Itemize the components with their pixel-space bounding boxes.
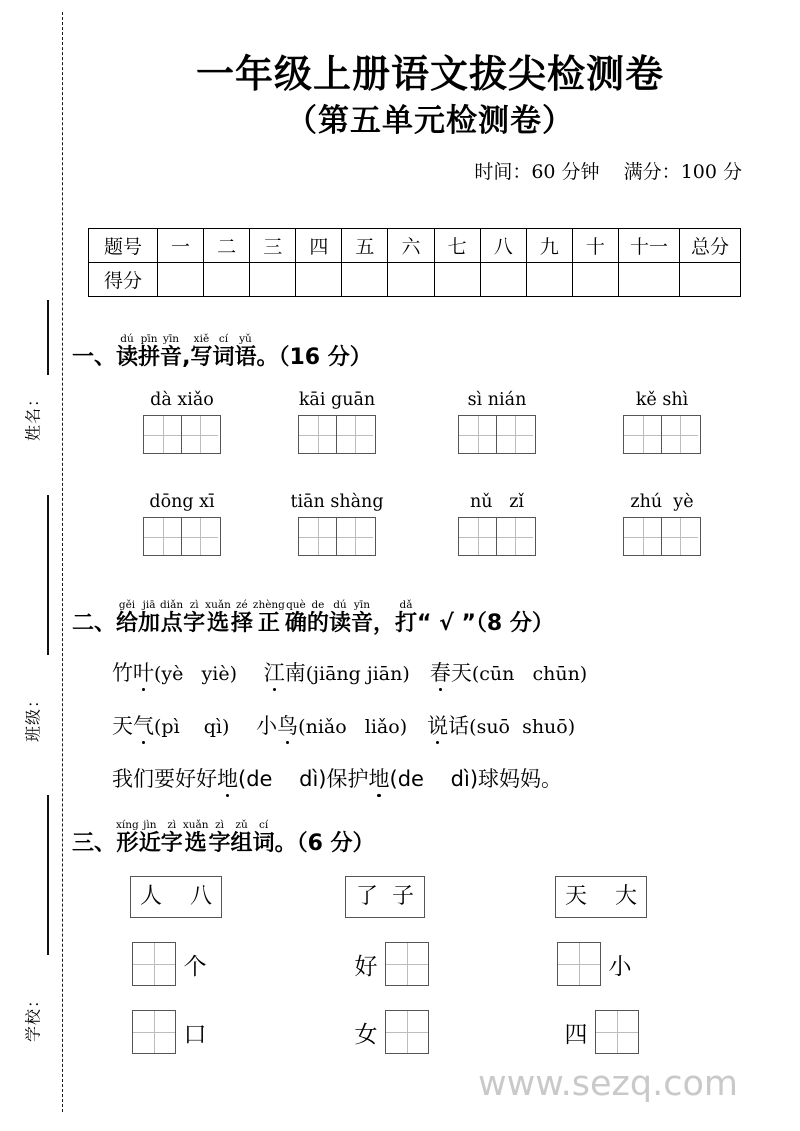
sentence-text: (de dì)球妈妈。 [389, 767, 563, 791]
section-1-heading-text [72, 334, 782, 370]
pinyin-annotation: zì [215, 819, 224, 831]
table-col-6: 六 [388, 229, 434, 263]
answer-grid[interactable] [623, 415, 700, 454]
table-col-10: 十 [572, 229, 618, 263]
pinyin-annotation: zé [236, 599, 248, 611]
answer-grid[interactable] [595, 1010, 639, 1054]
section-2-ruby-3 [183, 600, 205, 636]
dotted-char: 鸟 [277, 714, 299, 738]
write-word-item [262, 492, 412, 556]
spacer [237, 661, 264, 685]
character-choice-box[interactable]: 人 八 [130, 876, 222, 918]
section-2-ruby-7 [285, 600, 307, 636]
word-char: 天 [112, 714, 133, 738]
table-col-total: 总分 [680, 229, 741, 263]
section-3-ruby-5 [231, 820, 253, 856]
score-table-container [88, 228, 741, 297]
section-3-number: 三、 [72, 831, 117, 856]
score-cell-7[interactable] [434, 263, 480, 297]
spacer [407, 714, 427, 738]
section-3-ruby-0 [116, 820, 139, 856]
margin-rule-name [47, 300, 49, 375]
answer-grid[interactable] [458, 517, 535, 556]
answer-grid[interactable] [458, 415, 535, 454]
given-char: 口 [183, 1021, 207, 1048]
section-1-ruby-1 [138, 334, 160, 370]
grid-cell[interactable] [144, 518, 181, 555]
section-3-ruby-1 [139, 820, 161, 856]
margin-label-class: 班级： [23, 691, 43, 743]
answer-grid-wrapper [422, 415, 572, 454]
section-2-ruby-9 [329, 600, 351, 636]
word-char: 天 [450, 661, 472, 685]
section-1-ruby-4 [190, 334, 212, 370]
pinyin-annotation: cí [258, 819, 269, 831]
pronunciation-choice-item [112, 661, 237, 685]
word-pinyin: zhú yè [630, 492, 694, 512]
grid-cell[interactable] [596, 1011, 638, 1053]
answer-grid[interactable] [132, 1010, 176, 1054]
word-char: 话 [448, 714, 470, 738]
section-2-ruby-2 [160, 600, 183, 636]
fill-blank-unit [347, 1010, 429, 1054]
heading-char: 形 [116, 831, 139, 856]
grid-cell[interactable] [133, 943, 175, 985]
pinyin-annotation: xíng [116, 819, 139, 831]
character-choice-box[interactable]: 了 子 [345, 876, 425, 918]
section-2-heading-text [72, 600, 782, 636]
write-word-item [587, 390, 737, 454]
heading-char: 字 [160, 831, 183, 856]
write-word-item [107, 492, 257, 556]
pronunciation-choice-item [264, 661, 410, 685]
score-cell-6[interactable] [388, 263, 434, 297]
answer-grid[interactable] [143, 415, 220, 454]
word-pinyin: nǔ zǐ [469, 492, 525, 512]
table-row-headers [89, 229, 741, 263]
pinyin-annotation: jiā [142, 599, 156, 611]
character-choice-box[interactable]: 天 大 [555, 876, 647, 918]
dotted-char: 春 [429, 661, 451, 685]
section-2-points: “ √ ”（8 分） [417, 611, 554, 636]
score-cell-1[interactable] [158, 263, 204, 297]
answer-grid-wrapper [107, 517, 257, 556]
grid-cell[interactable] [299, 518, 336, 555]
grid-cell[interactable] [181, 518, 218, 555]
dotted-char: 地 [368, 767, 390, 791]
score-cell-4[interactable] [296, 263, 342, 297]
section-1-ruby-2 [160, 334, 182, 370]
pronunciation-options[interactable]: (pì qì) [154, 716, 230, 738]
score-cell-5[interactable] [342, 263, 388, 297]
grid-cell[interactable] [496, 416, 533, 453]
fill-blank-unit [132, 942, 214, 986]
section-2-line-1 [112, 659, 587, 688]
margin-label-school: 学校： [23, 991, 43, 1043]
grid-cell[interactable] [336, 518, 373, 555]
heading-char: 音 [160, 345, 183, 370]
margin-dashed-line [62, 12, 63, 1112]
sentence-text: (de dì)保护 [238, 767, 369, 791]
heading-char: 加 [138, 611, 161, 636]
word-pinyin: sì nián [467, 390, 527, 410]
heading-char: 的 [306, 611, 329, 636]
table-col-9: 九 [526, 229, 572, 263]
word-char: 小 [256, 714, 278, 738]
grid-cell[interactable] [459, 518, 496, 555]
section-2-line-2 [112, 712, 575, 741]
margin-rule-class [47, 495, 49, 655]
given-char: 个 [183, 953, 207, 980]
heading-char: 写 [190, 345, 213, 370]
spacer [410, 661, 430, 685]
word-char: 竹 [112, 661, 133, 685]
heading-char: 确 [284, 611, 307, 636]
pinyin-annotation [182, 334, 190, 345]
section-2-sentence [112, 765, 562, 793]
pinyin-annotation: jìn [143, 819, 157, 831]
pronunciation-choice-item [256, 714, 407, 738]
margin-rule-school [47, 795, 49, 955]
section-2-heading [72, 600, 782, 636]
pinyin-annotation: yīn [163, 333, 180, 345]
heading-char: 近 [138, 831, 161, 856]
pinyin-annotation: dú [120, 333, 134, 345]
watermark: www.sezq.com [478, 1064, 739, 1104]
section-2-ruby-5 [231, 600, 253, 636]
answer-grid-wrapper [262, 415, 412, 454]
section-1-ruby-6 [234, 334, 256, 370]
section-2-ruby-6 [253, 600, 285, 636]
grid-cell[interactable] [459, 416, 496, 453]
table-col-4: 四 [296, 229, 342, 263]
section-2-ruby-12 [395, 600, 417, 636]
pinyin-annotation: zǔ [235, 819, 248, 831]
heading-char: 读 [328, 611, 351, 636]
section-3-ruby-3 [183, 820, 209, 856]
answer-grid[interactable] [623, 517, 700, 556]
section-2-ruby-1 [138, 600, 160, 636]
section-1-number: 一、 [72, 345, 117, 370]
section-1-ruby-5 [212, 334, 234, 370]
score-cell-11[interactable] [619, 263, 680, 297]
grid-cell[interactable] [144, 416, 181, 453]
fill-blank-unit [347, 942, 429, 986]
section-3-ruby-2 [161, 820, 183, 856]
heading-char: ， [372, 611, 395, 636]
section-1-points: 。（16 分） [256, 345, 372, 370]
score-cell-total[interactable] [680, 263, 741, 297]
page-subtitle: （第五单元检测卷） [286, 102, 574, 139]
section-2-ruby-11 [373, 600, 395, 636]
pronunciation-options[interactable]: (yè yiè) [154, 663, 237, 685]
sentence-text: 我们要好好 [112, 767, 217, 791]
document-header [80, 52, 780, 184]
dotted-char: 叶 [133, 661, 154, 685]
fill-blank-unit [132, 1010, 214, 1054]
pinyin-annotation: què [286, 599, 306, 611]
table-col-2: 二 [204, 229, 250, 263]
pronunciation-choice-item [430, 661, 587, 685]
section-3-ruby-6 [253, 820, 275, 856]
word-pinyin: kāi guān [298, 390, 376, 410]
score-cell-8[interactable] [480, 263, 526, 297]
table-rowhead-score: 得分 [89, 263, 158, 297]
table-col-11: 十一 [619, 229, 680, 263]
heading-char: 给 [116, 611, 139, 636]
heading-char: 组 [230, 831, 253, 856]
grid-cell[interactable] [496, 518, 533, 555]
grid-cell[interactable] [299, 416, 336, 453]
word-pinyin: dà xiǎo [150, 390, 214, 410]
dotted-char: 气 [133, 714, 154, 738]
section-3-points: 。（6 分） [274, 831, 375, 856]
pinyin-annotation: de [311, 599, 325, 611]
grid-cell[interactable] [386, 1011, 428, 1053]
heading-char: 词 [212, 345, 235, 370]
fill-blank-unit [557, 942, 639, 986]
table-col-5: 五 [342, 229, 388, 263]
heading-char: 字 [183, 611, 206, 636]
pinyin-annotation: diǎn [160, 599, 184, 611]
score-table [88, 228, 741, 297]
grid-cell[interactable] [181, 416, 218, 453]
pinyin-annotation: pīn [140, 333, 158, 345]
section-1-heading [72, 334, 782, 370]
exam-meta: 时间：60 分钟 满分：100 分 [474, 161, 742, 184]
pinyin-annotation: zì [167, 819, 177, 831]
answer-grid-wrapper [587, 415, 737, 454]
table-col-7: 七 [434, 229, 480, 263]
given-char: 四 [564, 1021, 588, 1048]
section-1-ruby-3 [182, 334, 190, 370]
table-col-8: 八 [480, 229, 526, 263]
write-word-item [422, 492, 572, 556]
write-word-item [422, 390, 572, 454]
pronunciation-options[interactable]: (jiāng jiān) [305, 663, 410, 685]
table-col-3: 三 [250, 229, 296, 263]
pinyin-annotation [373, 600, 395, 611]
heading-char: 拼 [138, 345, 161, 370]
answer-grid[interactable] [557, 942, 601, 986]
answer-grid[interactable] [298, 517, 375, 556]
dotted-char: 说 [427, 714, 449, 738]
pinyin-annotation: xuǎn [182, 819, 209, 831]
grid-cell[interactable] [133, 1011, 175, 1053]
pinyin-annotation: cí [218, 333, 229, 345]
heading-char: 选 [184, 831, 207, 856]
pinyin-annotation: zhèng [252, 599, 285, 611]
answer-grid-wrapper [107, 415, 257, 454]
section-1-ruby-0 [116, 334, 138, 370]
pinyin-annotation: xiě [193, 333, 210, 345]
answer-grid-wrapper [262, 517, 412, 556]
section-2-ruby-10 [351, 600, 373, 636]
given-char: 女 [354, 1021, 378, 1048]
section-2-ruby-4 [205, 600, 231, 636]
spacer [229, 714, 256, 738]
grid-cell[interactable] [386, 943, 428, 985]
table-col-1: 一 [158, 229, 204, 263]
heading-char: 字 [208, 831, 231, 856]
answer-grid[interactable] [132, 942, 176, 986]
word-pinyin: tiān shàng [290, 492, 384, 512]
section-3-heading [72, 820, 782, 856]
dotted-char: 江 [263, 661, 285, 685]
pinyin-annotation: xuǎn [205, 599, 231, 611]
grid-cell[interactable] [661, 518, 698, 555]
pronunciation-options[interactable]: (niǎo liǎo) [298, 716, 408, 738]
heading-char: 音 [350, 611, 373, 636]
heading-char: 点 [160, 611, 183, 636]
grid-cell[interactable] [558, 943, 600, 985]
score-cell-3[interactable] [250, 263, 296, 297]
given-char: 好 [354, 953, 378, 980]
word-char: 南 [284, 661, 306, 685]
score-cell-9[interactable] [526, 263, 572, 297]
pronunciation-choice-item [112, 714, 229, 738]
section-2-number: 二、 [72, 611, 117, 636]
section-3-heading-text [72, 820, 782, 856]
given-char: 小 [608, 953, 632, 980]
page-title: 一年级上册语文拔尖检测卷 [195, 52, 664, 96]
pronunciation-options[interactable]: (suō shuō) [469, 716, 576, 738]
grid-cell[interactable] [661, 416, 698, 453]
word-pinyin: kě shì [635, 390, 689, 410]
answer-grid[interactable] [385, 942, 429, 986]
dotted-char: 地 [217, 767, 238, 791]
heading-char: 选 [207, 611, 230, 636]
table-rowhead-question: 题号 [89, 229, 158, 263]
answer-grid-wrapper [587, 517, 737, 556]
answer-grid-wrapper [422, 517, 572, 556]
table-row-scores [89, 263, 741, 297]
pronunciation-options[interactable]: (cūn chūn) [471, 663, 588, 685]
write-word-item [587, 492, 737, 556]
heading-char: 正 [257, 611, 280, 636]
score-cell-10[interactable] [572, 263, 618, 297]
heading-char: 读 [116, 345, 139, 370]
margin-label-name: 姓名： [23, 390, 43, 442]
section-2-ruby-8 [307, 600, 329, 636]
word-pinyin: dōng xī [149, 492, 215, 512]
pinyin-annotation: yīn [353, 599, 370, 611]
pronunciation-choice-item [427, 714, 575, 738]
section-3-ruby-4 [209, 820, 231, 856]
heading-char: , [182, 345, 191, 370]
heading-char: 择 [230, 611, 253, 636]
pinyin-annotation: dǎ [399, 599, 413, 611]
grid-cell[interactable] [336, 416, 373, 453]
write-word-item [262, 390, 412, 454]
pinyin-annotation: dú [333, 599, 347, 611]
left-margin-strip [0, 0, 80, 1131]
pinyin-annotation: gěi [118, 599, 136, 611]
heading-char: 打 [394, 611, 417, 636]
pinyin-annotation: zì [189, 599, 199, 611]
heading-char: 语 [234, 345, 257, 370]
pinyin-annotation: yǔ [239, 333, 252, 345]
answer-grid[interactable] [143, 517, 220, 556]
score-cell-2[interactable] [204, 263, 250, 297]
section-2-ruby-0 [116, 600, 138, 636]
answer-grid[interactable] [385, 1010, 429, 1054]
write-word-item [107, 390, 257, 454]
fill-blank-unit [557, 1010, 639, 1054]
grid-cell[interactable] [624, 416, 661, 453]
heading-char: 词 [252, 831, 275, 856]
answer-grid[interactable] [298, 415, 375, 454]
grid-cell[interactable] [624, 518, 661, 555]
